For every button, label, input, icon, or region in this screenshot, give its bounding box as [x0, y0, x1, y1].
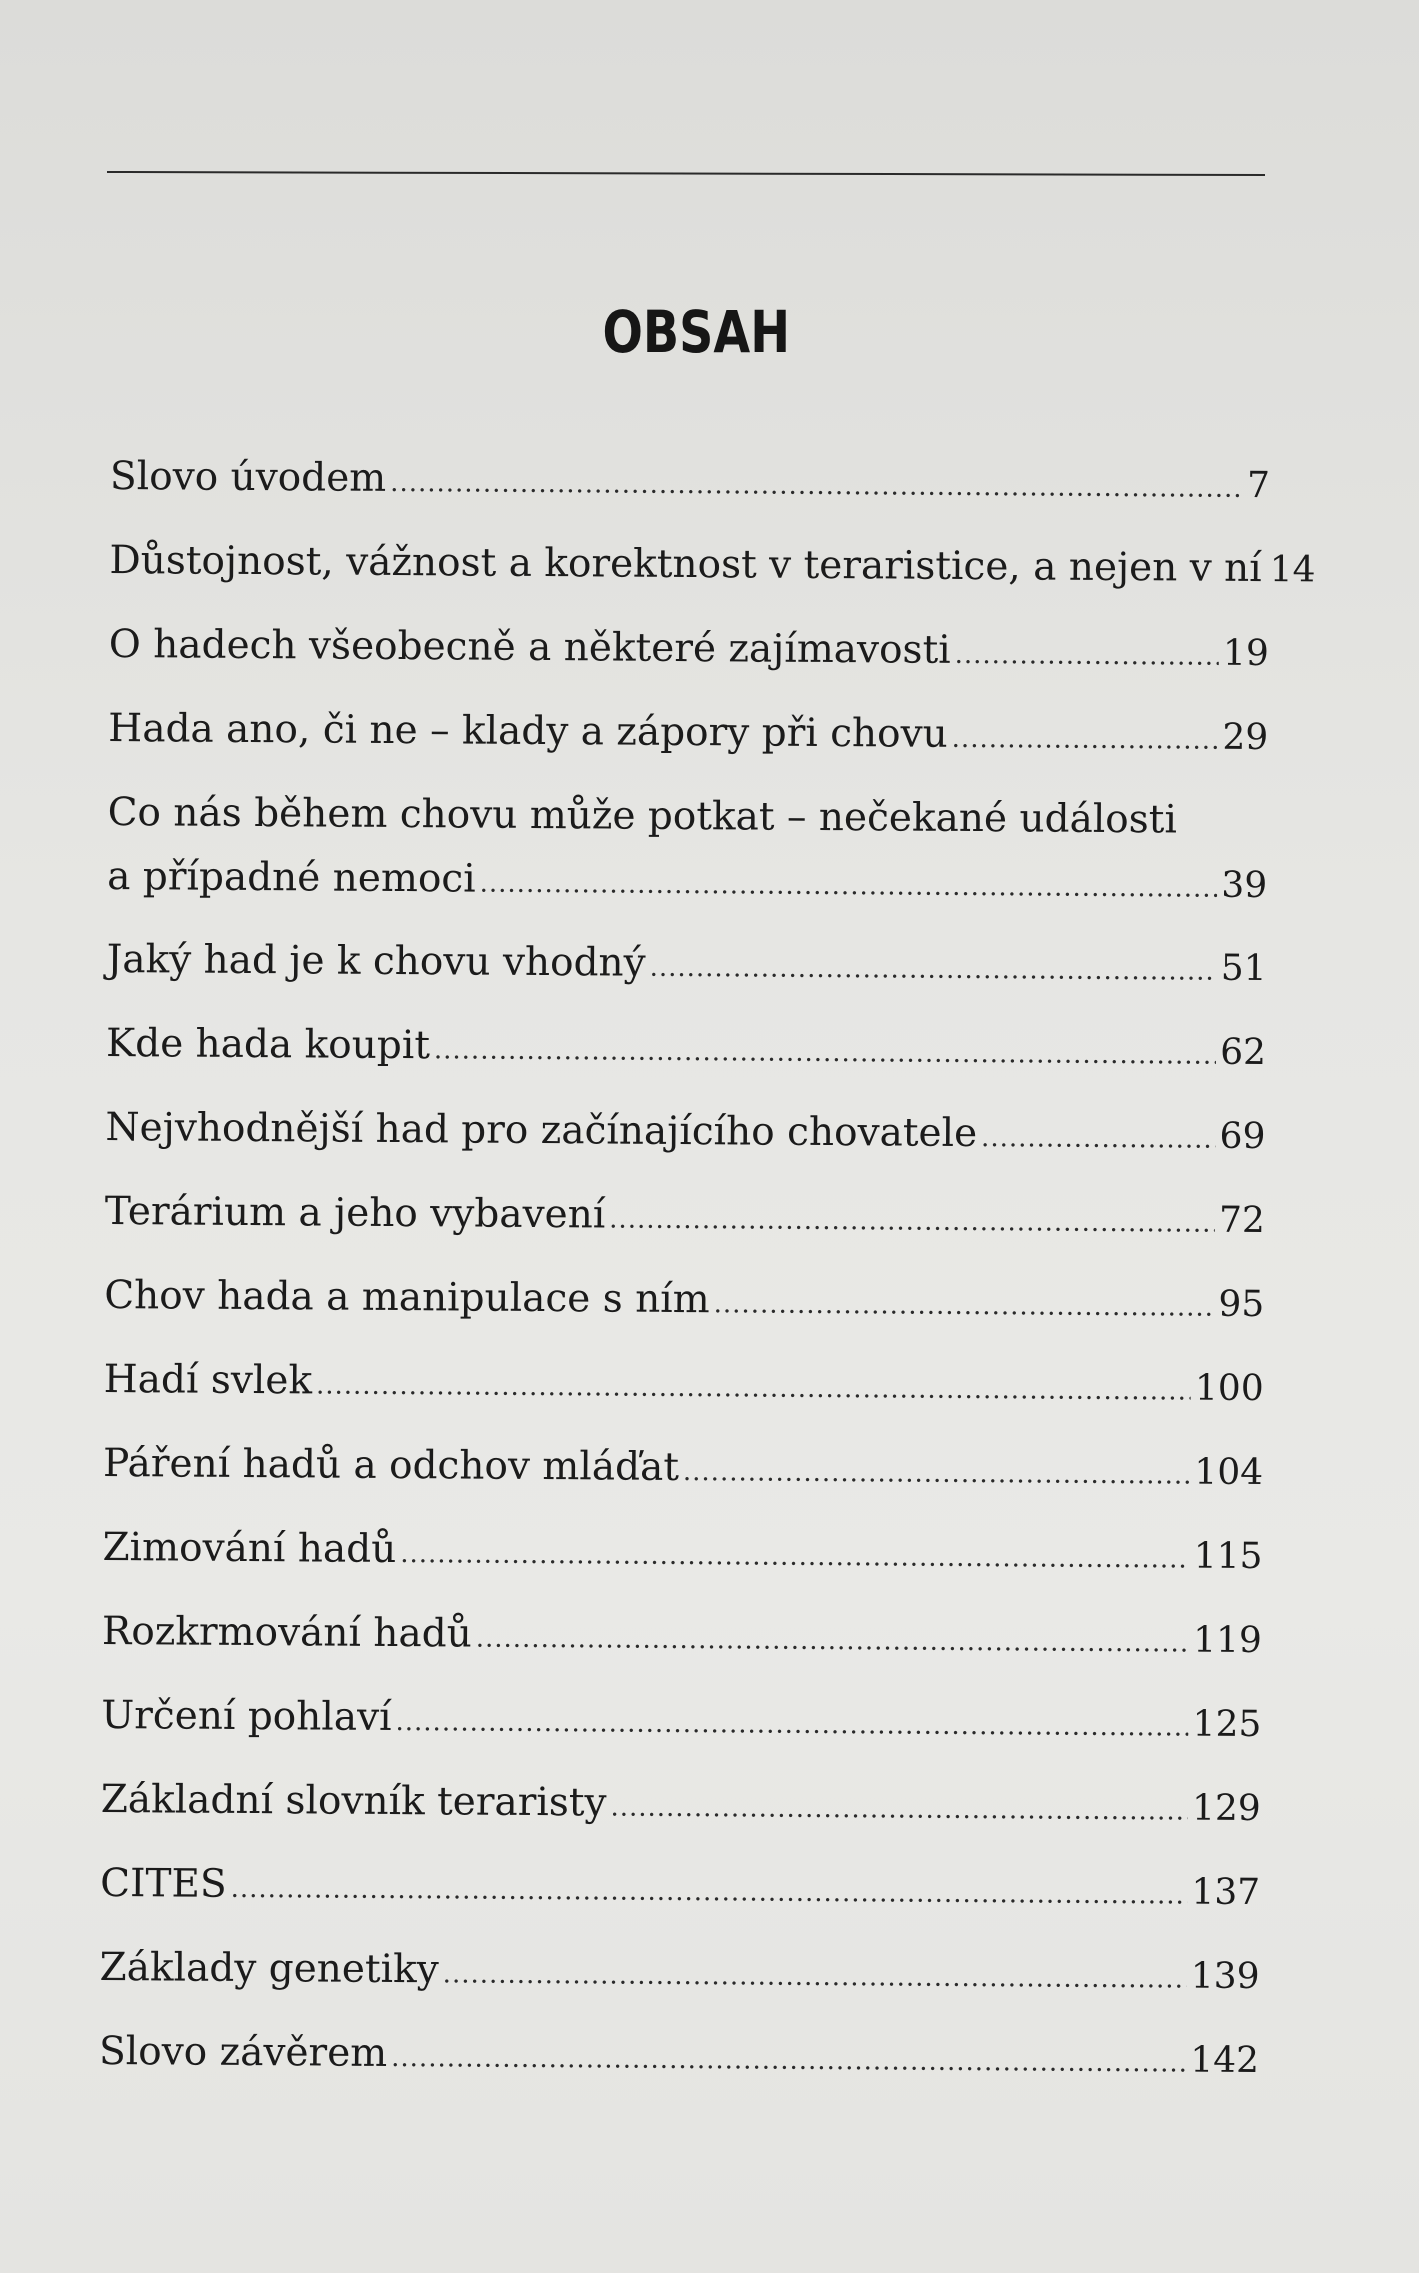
dot-leader — [479, 852, 1217, 921]
toc-entry-label: Základy genetiky — [99, 1944, 439, 1993]
toc-entry-label: CITES — [100, 1860, 227, 1907]
toc-entry — [108, 697, 1268, 769]
dot-leader — [390, 451, 1243, 521]
toc-entry-page: 19 — [1222, 632, 1269, 675]
toc-entry-label: Důstojnost, vážnost a korektnost v teraristice, a nejen v ní — [109, 537, 1262, 592]
toc-entry-page: 125 — [1192, 1703, 1262, 1746]
toc-entry-label: Určení pohlaví — [101, 1692, 392, 1740]
toc-entry-page: 69 — [1219, 1115, 1266, 1158]
toc-entry-page: 100 — [1194, 1367, 1264, 1410]
toc-entry-page: 39 — [1221, 864, 1268, 907]
toc-entry — [102, 1600, 1262, 1672]
toc-entry — [105, 1096, 1265, 1168]
toc-entry-label-line1: Co nás během chovu může potkat – nečekané události — [107, 789, 1178, 843]
dot-leader — [391, 2026, 1187, 2096]
toc-entry — [103, 1348, 1263, 1420]
toc-entry-page: 62 — [1220, 1031, 1267, 1074]
toc-entry-page: 119 — [1193, 1619, 1263, 1662]
toc-entry-label: Základní slovník teraristy — [100, 1776, 607, 1826]
dot-leader — [395, 1690, 1188, 1760]
dot-leader — [649, 936, 1217, 1004]
toc-entry-page: 51 — [1220, 947, 1267, 990]
toc-entry — [101, 1684, 1261, 1756]
dot-leader — [609, 1188, 1215, 1256]
toc-entry-label: Zimování hadů — [102, 1524, 397, 1573]
toc-entry — [99, 2020, 1259, 2092]
toc-entry — [106, 1012, 1266, 1084]
toc-entry-label: Chov hada a manipulace s ním — [104, 1272, 710, 1323]
toc-entry-page: 14 — [1269, 549, 1316, 591]
toc-entry — [102, 1516, 1262, 1588]
dot-leader — [954, 623, 1219, 689]
dot-leader — [434, 1018, 1217, 1087]
toc-entry-label: Kde hada koupit — [105, 1020, 431, 1069]
dot-leader — [230, 1857, 1187, 1928]
dot-leader — [981, 1106, 1216, 1172]
dot-leader — [476, 1607, 1190, 1676]
toc-entry-page: 7 — [1246, 464, 1271, 507]
toc-entry — [100, 1852, 1260, 1924]
toc-entry-page: 137 — [1191, 1871, 1261, 1914]
toc-entry-label: O hadech všeobecně a některé zajímavosti — [108, 621, 951, 673]
toc-entry-label: Terárium a jeho vybavení — [104, 1188, 606, 1238]
toc-entry-label: Hadí svlek — [103, 1356, 313, 1404]
toc-entry-page: 139 — [1190, 1955, 1260, 1998]
toc-entry — [104, 1264, 1264, 1336]
dot-leader — [400, 1522, 1190, 1592]
toc-entry-label: Slovo úvodem — [109, 454, 387, 501]
dot-leader — [713, 1272, 1214, 1339]
toc-entry — [101, 1768, 1261, 1840]
toc-entry-page: 29 — [1222, 716, 1269, 759]
page-title: OBSAH — [602, 298, 791, 366]
toc-entry-page: 142 — [1190, 2039, 1260, 2082]
toc-entry-label: Rozkrmování hadů — [101, 1608, 472, 1657]
toc-entry — [103, 1432, 1263, 1504]
dot-leader — [610, 1776, 1188, 1844]
toc-entry — [99, 1936, 1259, 2008]
toc-entry-page: 95 — [1218, 1283, 1265, 1326]
dot-leader — [952, 707, 1219, 773]
toc-entry — [110, 445, 1270, 517]
toc-entry — [107, 781, 1268, 917]
toc-entry-label: Jaký had je k chovu vhodný — [106, 936, 646, 986]
toc-entry-label: Nejvhodnější had pro začínajícího chovatele — [105, 1104, 978, 1157]
toc-entry-page: 115 — [1193, 1535, 1263, 1578]
toc-entry-label: a případné nemoci — [107, 853, 476, 902]
dot-leader — [316, 1353, 1191, 1423]
toc-entry-page: 104 — [1194, 1451, 1264, 1494]
toc-entry — [109, 613, 1269, 685]
toc-entry-page: 129 — [1191, 1787, 1261, 1830]
toc-entry-page: 72 — [1218, 1199, 1266, 1242]
dot-leader — [443, 1942, 1188, 2011]
toc-entry-label: Slovo závěrem — [98, 2028, 388, 2076]
toc-entry — [105, 1180, 1265, 1252]
toc-entry-label: Hada ano, či ne – klady a zápory při chovu — [108, 705, 948, 757]
toc-entry-label: Páření hadů a odchov mláďat — [102, 1440, 680, 1490]
toc-entry — [109, 529, 1316, 601]
toc-entry — [106, 928, 1266, 1000]
dot-leader — [683, 1440, 1191, 1508]
